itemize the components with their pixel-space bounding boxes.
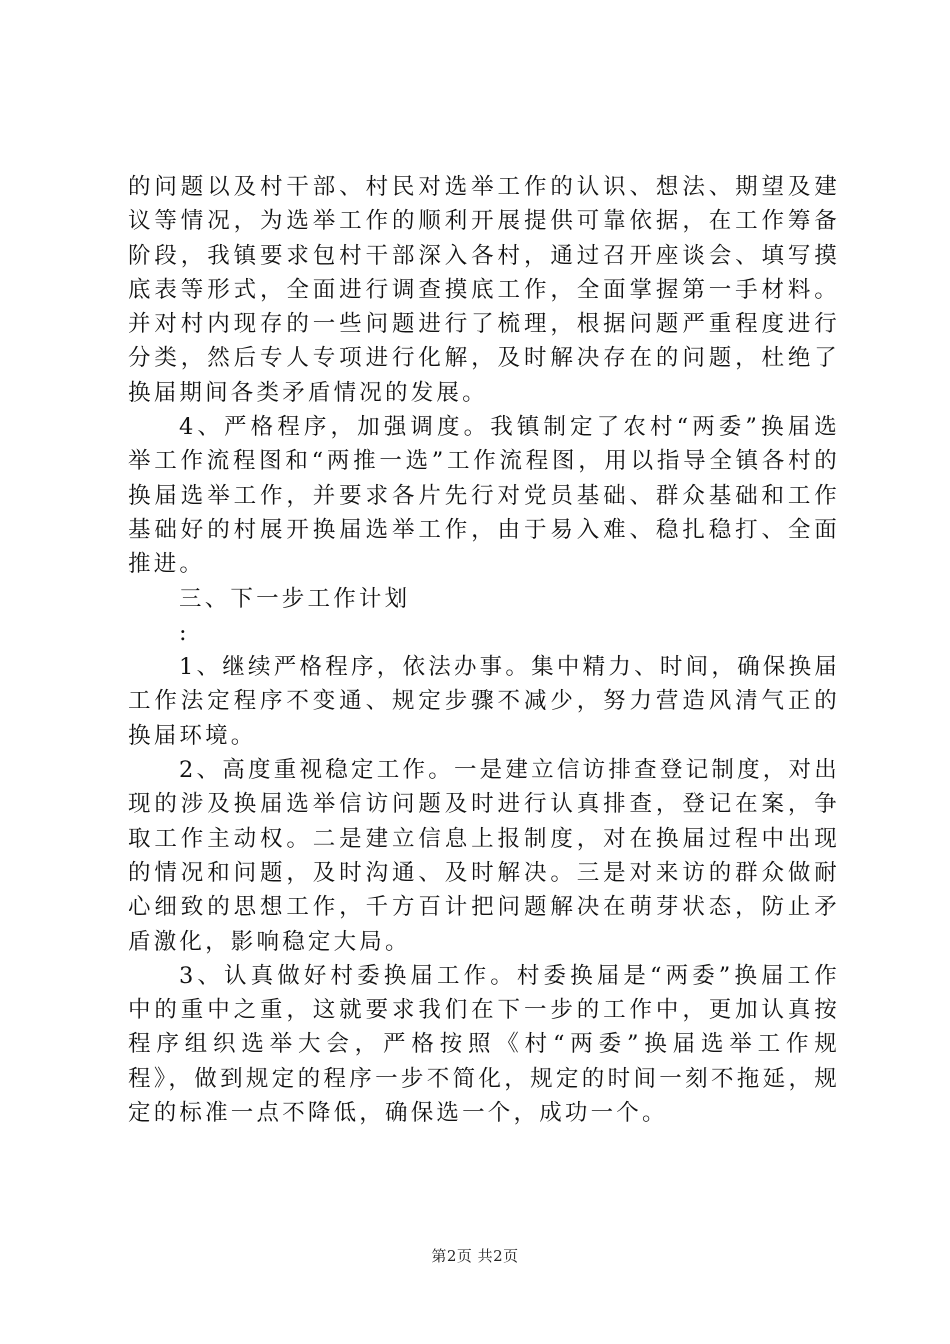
page-number-footer: 第2页 共2页 (431, 1247, 519, 1265)
plan-item-3: 3、认真做好村委换届工作。村委换届是“两委”换届工作中的重中之重，这就要求我们在下一步的工作中，更加认真按程序组织选举大会，严格按照《村“两委”换届选举工作规程》，做到规定的程序一步不简化，规定的时间一刻不拖延，规定的标准一点不降低，确保选一个，成功一个。 (128, 962, 840, 1127)
document-body (128, 170, 840, 1130)
section-heading: 三、下一步工作计划 (179, 585, 411, 612)
heading-colon: : (179, 619, 187, 646)
continued-paragraph: 的问题以及村干部、村民对选举工作的认识、想法、期望及建议等情况，为选举工作的顺利开展提供可靠依据，在工作筹备阶段，我镇要求包村干部深入各村，通过召开座谈会、填写摸底表等形式，全面进行调查摸底工作，全面掌握第一手材料。并对村内现存的一些问题进行了梳理，根据问题严重程度进行分类，然后专人专项进行化解，及时解决存在的问题，杜绝了换届期间各类矛盾情况的发展。 (128, 174, 840, 406)
plan-item-1: 1、继续严格程序，依法办事。集中精力、时间，确保换届工作法定程序不变通、规定步骤不减少，努力营造风清气正的换届环境。 (128, 654, 840, 749)
plan-item-2: 2、高度重视稳定工作。一是建立信访排查登记制度，对出现的涉及换届选举信访问题及时进行认真排查，登记在案，争取工作主动权。二是建立信息上报制度，对在换届过程中出现的情况和问题，及时沟通、及时解决。三是对来访的群众做耐心细致的思想工作，千方百计把问题解决在萌芽状态，防止矛盾激化，影响稳定大局。 (128, 757, 840, 955)
item-4-paragraph: 4、严格程序，加强调度。我镇制定了农村“两委”换届选举工作流程图和“两推一选”工作流程图，用以指导全镇各村的换届选举工作，并要求各片先行对党员基础、群众基础和工作基础好的村展开换届选举工作，由于易入难、稳扎稳打、全面推进。 (128, 414, 840, 578)
